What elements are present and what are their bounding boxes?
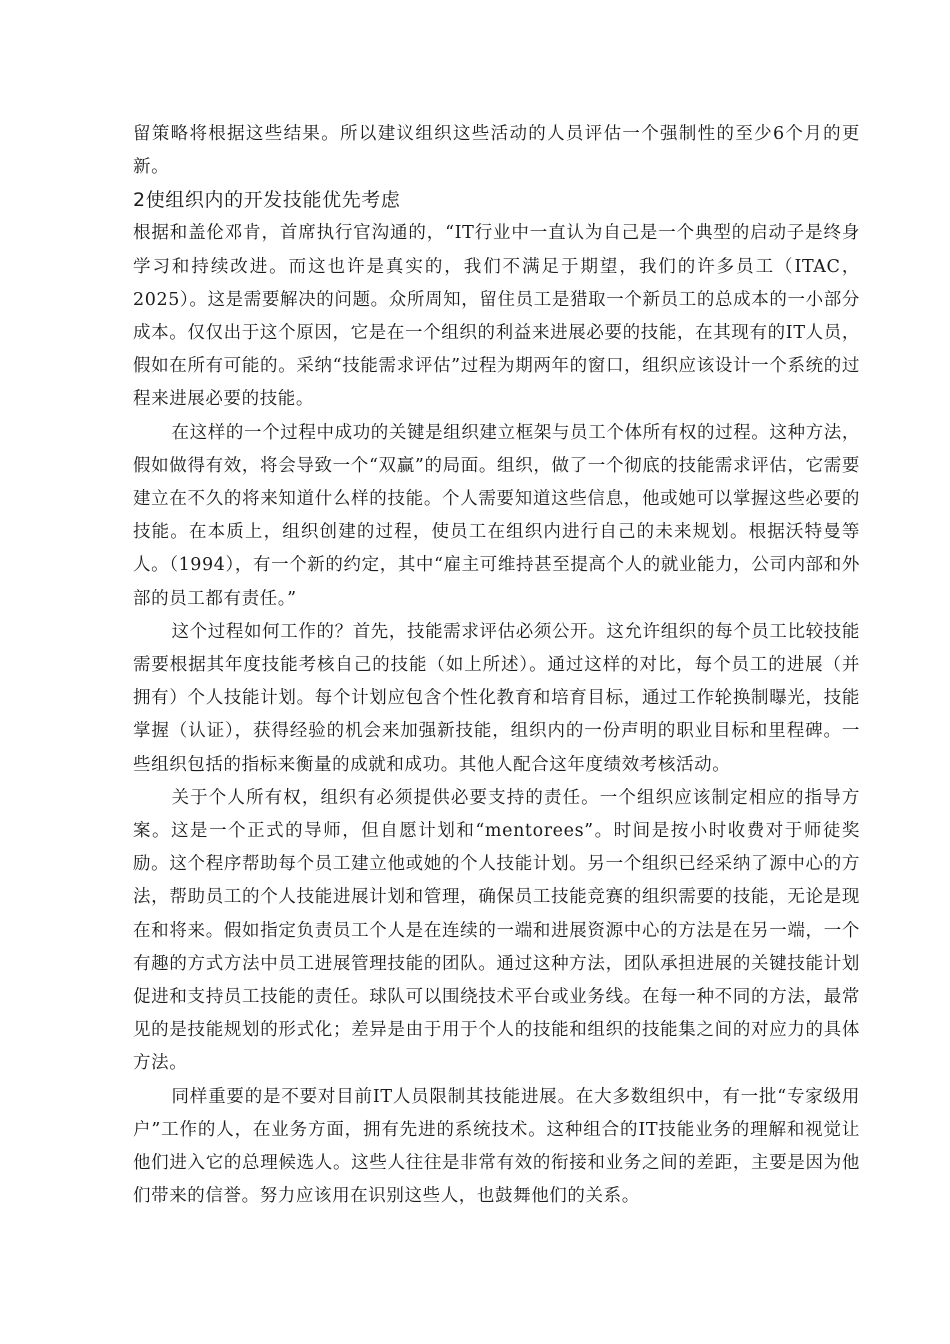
- paragraph: 根据和盖伦邓肯，首席执行官沟通的，“IT行业中一直认为自己是一个典型的启动子是终身学习和持续改进。而这也许是真实的，我们不满足于期望，我们的许多员工（ITAC，2025）。这是需要解决的问题。众所周知，留住员工是猎取一个新员工的总成本的一小部分成本。仅仅出于这个原因，它是在一个组织的利益来进展必要的技能，在其现有的IT人员，假如在所有可能的。采纳“技能需求评估”过程为期两年的窗口，组织应该设计一个系统的过程来进展必要的技能。: [133, 223, 860, 410]
- paragraph: 在这样的一个过程中成功的关键是组织建立框架与员工个体所有权的过程。这种方法，假如做得有效，将会导致一个“双赢”的局面。组织，做了一个彻底的技能需求评估，它需要建立在不久的将来知道什么样的技能。个人需要知道这些信息，他或她可以掌握这些必要的技能。在本质上，组织创建的过程，使员工在组织内进行自己的未来规划。根据沃特曼等人。（1994），有一个新的约定，其中“雇主可维持甚至提高个人的就业能力，公司内部和外部的员工都有责任。”: [133, 422, 860, 609]
- document-body: [133, 118, 860, 1214]
- section-heading: 2使组织内的开发技能优先考虑: [133, 189, 401, 212]
- paragraph: 这个过程如何工作的？首先，技能需求评估必须公开。这允许组织的每个员工比较技能需要根据其年度技能考核自己的技能（如上所述）。通过这样的对比，每个员工的进展（并拥有）个人技能计划。每个计划应包含个性化教育和培育目标，通过工作轮换制曝光，技能掌握（认证），获得经验的机会来加强新技能，组织内的一份声明的职业目标和里程碑。一些组织包括的指标来衡量的成就和成功。其他人配合这年度绩效考核活动。: [133, 621, 860, 775]
- paragraph: 关于个人所有权，组织有必须提供必要支持的责任。一个组织应该制定相应的指导方案。这是一个正式的导师，但自愿计划和“mentorees”。时间是按小时收费对于师徒奖励。这个程序帮助每个员工建立他或她的个人技能计划。另一个组织已经采纳了源中心的方法，帮助员工的个人技能进展计划和管理，确保员工技能竞赛的组织需要的技能，无论是现在和将来。假如指定负责员工个人是在连续的一端和进展资源中心的方法是在另一端，一个有趣的方式方法中员工进展管理技能的团队。通过这种方法，团队承担进展的关键技能计划促进和支持员工技能的责任。球队可以围绕技术平台或业务线。在每一种不同的方法，最常见的是技能规划的形式化；差异是由于用于个人的技能和组织的技能集之间的对应力的具体方法。: [133, 787, 860, 1074]
- paragraph-continuation: 留策略将根据这些结果。所以建议组织这些活动的人员评估一个强制性的至少6个月的更新。: [133, 124, 860, 178]
- paragraph: 同样重要的是不要对目前IT人员限制其技能进展。在大多数组织中，有一批“专家级用户”工作的人，在业务方面，拥有先进的系统技术。这种组合的IT技能业务的理解和视觉让他们进入它的总理候选人。这些人往往是非常有效的衔接和业务之间的差距，主要是因为他们带来的信誉。努力应该用在识别这些人，也鼓舞他们的关系。: [133, 1086, 860, 1207]
